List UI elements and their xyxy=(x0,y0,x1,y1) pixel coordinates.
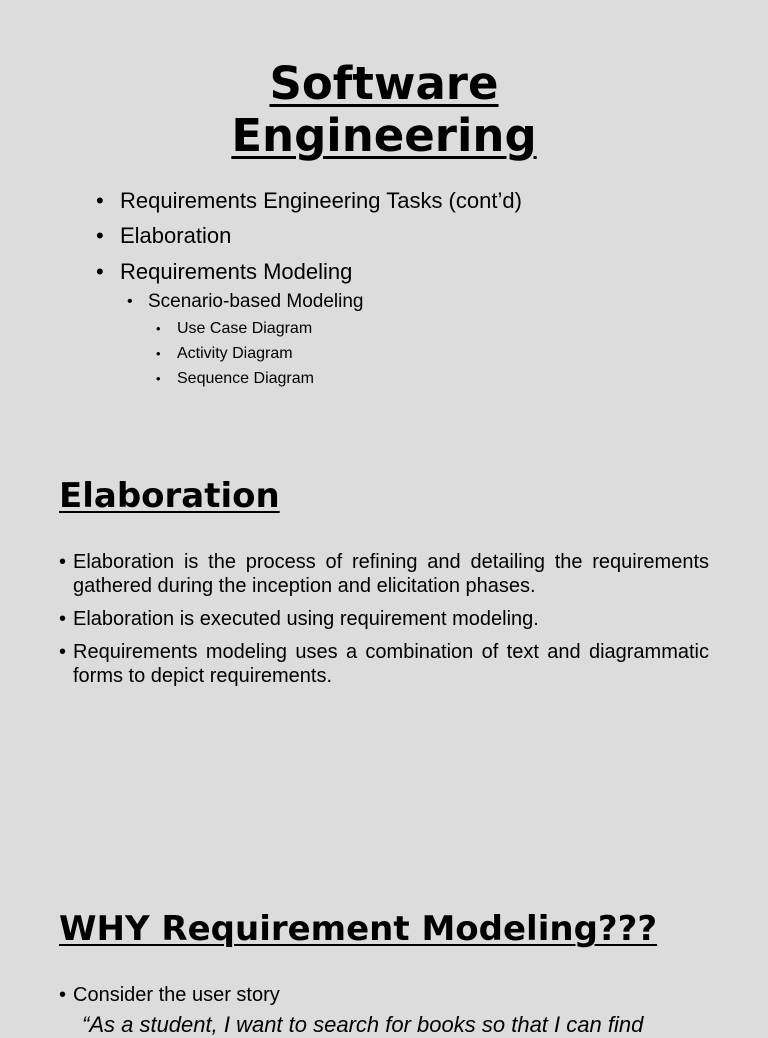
title-line-2: Engineering xyxy=(231,109,537,162)
paragraph-bullet: • Requirements modeling uses a combination of text and diagrammatic forms to depict requirements. xyxy=(59,640,709,688)
paragraph-bullet: • Elaboration is the process of refining and detailing the requirements gathered during the inception and elicitation phases. xyxy=(59,550,709,598)
bullet-item: • Elaboration xyxy=(98,222,231,250)
paragraph-bullet: • Consider the user story xyxy=(59,983,709,1007)
bullet-item: • Requirements Engineering Tasks (cont’d) xyxy=(98,187,522,215)
title-line-1: Software xyxy=(269,57,499,110)
quote-fragment: “As a student, I want to search for books so that I can find xyxy=(82,1012,644,1037)
paragraph-bullet: • Elaboration is executed using requirement modeling. xyxy=(59,607,709,631)
section-title-elaboration: Elaboration xyxy=(59,476,280,516)
section-title-why-modeling: WHY Requirement Modeling??? xyxy=(59,909,658,949)
slide-title xyxy=(0,58,768,162)
sub-sub-bullet-item: • Sequence Diagram xyxy=(156,369,314,389)
sub-sub-bullet-item: • Use Case Diagram xyxy=(156,319,312,339)
sub-bullet-item: • Scenario-based Modeling xyxy=(127,290,363,314)
sub-sub-bullet-item: • Activity Diagram xyxy=(156,344,293,364)
bullet-item: • Requirements Modeling xyxy=(98,258,352,286)
